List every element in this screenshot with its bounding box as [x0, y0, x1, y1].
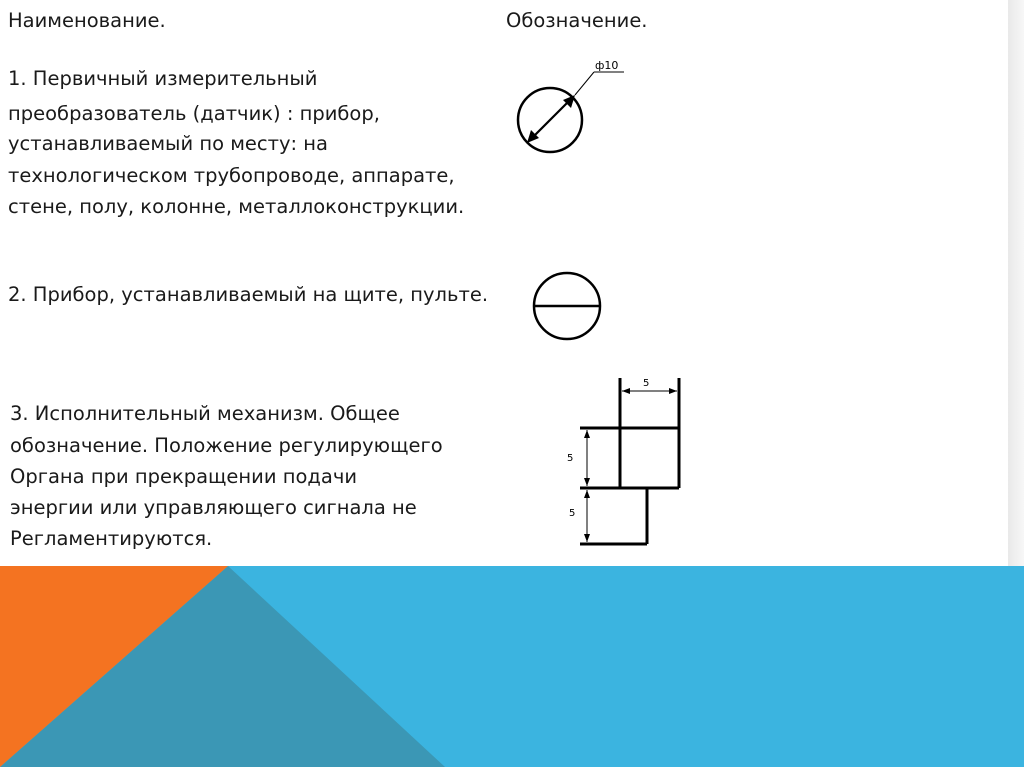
footer-decoration	[0, 566, 1024, 767]
actuator-symbol-icon	[560, 370, 690, 552]
dimension-top-label: 5	[643, 378, 650, 389]
column-header-name: Наименование.	[8, 9, 166, 32]
dimension-left-upper-label: 5	[567, 453, 574, 464]
dimension-left-lower-label: 5	[569, 508, 576, 519]
item-3-line: 3. Исполнительный механизм. Общее	[10, 402, 400, 425]
item-1-line: устанавливаемый по месту: на	[8, 132, 328, 155]
item-1-line: 1. Первичный измерительный	[8, 67, 318, 90]
item-1-line: технологическом трубопроводе, аппарате,	[8, 164, 455, 187]
item-1-line: стене, полу, колонне, металлоконструкции.	[8, 195, 465, 218]
item-3-line: энергии или управляющего сигнала не	[10, 496, 417, 519]
sensor-symbol-icon	[510, 52, 640, 162]
item-3-line: Органа при прекращении подачи	[10, 465, 358, 488]
item-3-line: обозначение. Положение регулирующего	[10, 434, 443, 457]
panel-device-symbol-icon	[530, 268, 610, 348]
item-2-description: 2. Прибор, устанавливаемый на щите, пульте.	[8, 283, 489, 306]
slide-edge	[1008, 0, 1024, 566]
diameter-label: ф10	[595, 59, 619, 72]
column-header-symbol: Обозначение.	[506, 9, 648, 32]
item-1-line: преобразователь (датчик) : прибор,	[8, 102, 380, 125]
item-3-line: Регламентируются.	[10, 527, 213, 550]
